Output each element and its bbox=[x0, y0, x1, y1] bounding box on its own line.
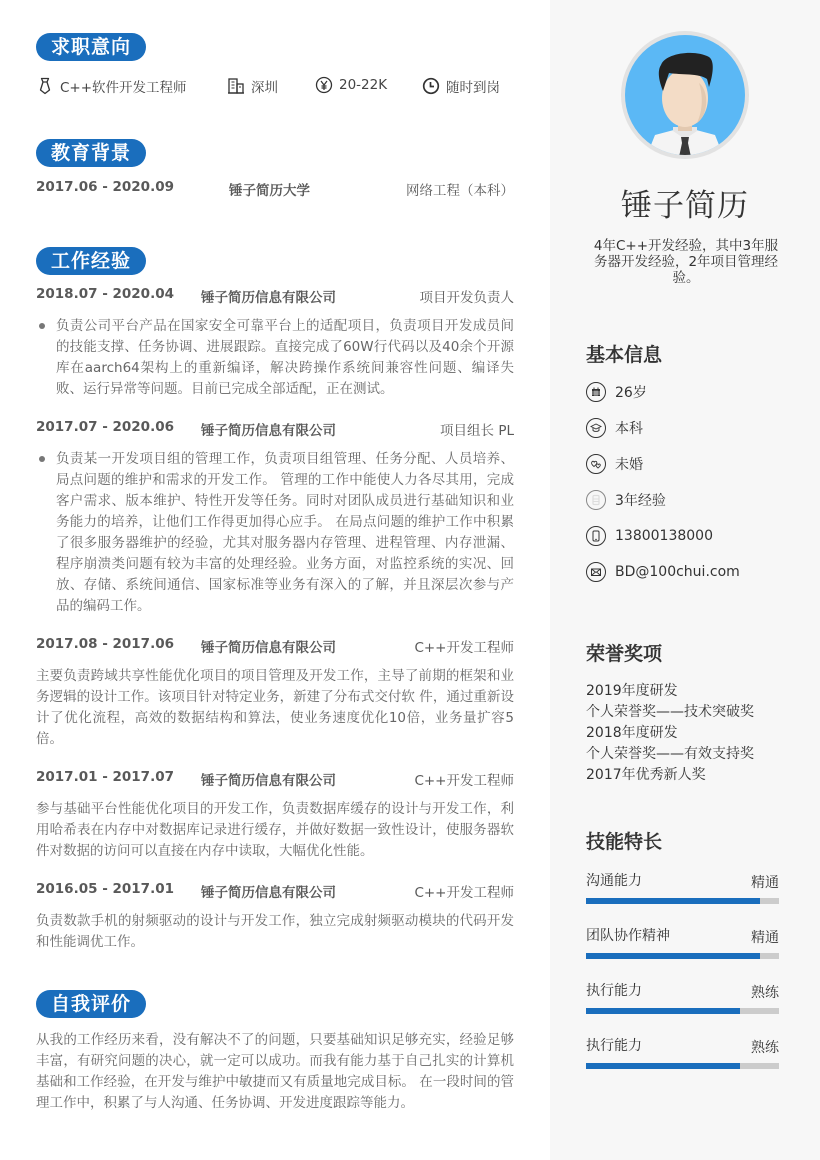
skill-bar bbox=[586, 898, 779, 904]
honor-item: 2019年度研发 bbox=[586, 683, 678, 699]
skill-level: 熟练 bbox=[751, 1040, 779, 1056]
intent-availability bbox=[422, 76, 500, 96]
profile-name: 锤子简历 bbox=[621, 188, 749, 224]
work-description: 参与基础平台性能优化项目的开发工作，负责数据库缓存的设计与开发工作，利用哈希表在内存中对数据库记录进行缓存，并做好数据一致性设计，使服务器软件对数据的访问可以直接在内存中读取，大幅优化性能。 bbox=[36, 801, 514, 859]
info-age-text: 26岁 bbox=[615, 385, 647, 401]
work-date: 2016.05 - 2017.01 bbox=[36, 881, 174, 897]
honor-item: 个人荣誉奖——技术突破奖 bbox=[586, 704, 754, 720]
section-title-basic-info: 基本信息 bbox=[586, 344, 663, 366]
work-role: C++开发工程师 bbox=[414, 640, 514, 656]
work-company: 锤子简历信息有限公司 bbox=[201, 423, 336, 439]
honors-list bbox=[586, 681, 796, 786]
info-phone bbox=[586, 525, 713, 547]
skill-name: 沟通能力 bbox=[586, 873, 642, 889]
skill-bar-fill bbox=[586, 1063, 740, 1069]
skill-bar bbox=[586, 1008, 779, 1014]
info-phone-text: 13800138000 bbox=[615, 528, 713, 544]
graduation-cap-icon bbox=[586, 418, 606, 438]
skill-name: 执行能力 bbox=[586, 1038, 642, 1054]
intent-city bbox=[227, 76, 278, 96]
work-date: 2017.07 - 2020.06 bbox=[36, 419, 174, 435]
work-entry-header bbox=[36, 881, 514, 901]
honor-item: 2017年优秀新人奖 bbox=[586, 767, 706, 783]
skill-item bbox=[586, 870, 779, 910]
work-description: 主要负责跨域共享性能优化项目的项目管理及开发工作，主导了前期的框架和业务逻辑的设计工作。该项目针对特定业务，新建了分布式交付软 件，通过重新设计了优化流程，高效的数据结构和算法，使业务速度优化10倍，业务量扩容5倍。 bbox=[36, 668, 514, 747]
section-title-honors: 荣誉奖项 bbox=[586, 643, 663, 665]
avatar bbox=[621, 31, 749, 159]
skill-bar-fill bbox=[586, 1008, 740, 1014]
hearts-icon bbox=[586, 454, 606, 474]
info-degree-text: 本科 bbox=[615, 421, 643, 437]
section-title-self-evaluation: 自我评价 bbox=[36, 990, 146, 1018]
skill-bar-fill bbox=[586, 898, 760, 904]
info-degree bbox=[586, 417, 643, 439]
education-school: 锤子简历大学 bbox=[229, 183, 310, 199]
calendar-icon bbox=[586, 382, 606, 402]
work-role: C++开发工程师 bbox=[414, 773, 514, 789]
work-company: 锤子简历信息有限公司 bbox=[201, 290, 336, 306]
work-date: 2017.01 - 2017.07 bbox=[36, 769, 174, 785]
work-company: 锤子简历信息有限公司 bbox=[201, 885, 336, 901]
sidebar bbox=[550, 0, 820, 1160]
job-intent-row bbox=[36, 76, 516, 96]
work-company: 锤子简历信息有限公司 bbox=[201, 640, 336, 656]
info-age bbox=[586, 381, 647, 403]
skill-level: 熟练 bbox=[751, 985, 779, 1001]
work-description: 负责某一开发项目组的管理工作，负责项目组管理、任务分配、人员培养、局点问题的维护和需求的开发工作。 管理的工作中能使人力各尽其用，完成客户需求、版本维护、特性开发等任务。同时对团队成员进行基础知识和业务能力的培养，让他们工作得更加得心应手。 在局点问题的维护工作中积累了很多服务器维护的经验，尤其对服务器内存管理、进程管理、内存泄漏、程序崩溃类问题有较为丰富的处理经验。业务方面，对监控系统的实况、回放、存储、系统间通信、国家标准等业务有深入的了解，并且深层次参与产品的编码工作。 bbox=[56, 451, 514, 614]
intent-salary bbox=[315, 76, 387, 94]
skill-item bbox=[586, 1035, 779, 1075]
skill-name: 执行能力 bbox=[586, 983, 642, 999]
intent-availability-text: 随时到岗 bbox=[446, 80, 500, 96]
education-row bbox=[36, 179, 514, 199]
avatar-illustration-icon bbox=[625, 35, 745, 155]
skill-level: 精通 bbox=[751, 875, 779, 891]
bullet-dot bbox=[39, 456, 45, 462]
info-experience bbox=[586, 489, 666, 511]
work-role: C++开发工程师 bbox=[414, 885, 514, 901]
mail-icon bbox=[586, 562, 606, 582]
info-email-text: BD@100chui.com bbox=[615, 564, 740, 580]
skill-name: 团队协作精神 bbox=[586, 928, 670, 944]
skill-bar bbox=[586, 1063, 779, 1069]
honor-item: 2018年度研发 bbox=[586, 725, 678, 741]
yen-icon bbox=[315, 76, 333, 94]
skill-bar bbox=[586, 953, 779, 959]
honor-item: 个人荣誉奖——有效支持奖 bbox=[586, 746, 754, 762]
work-entry-header bbox=[36, 286, 514, 306]
work-entry-header bbox=[36, 636, 514, 656]
skill-item bbox=[586, 925, 779, 965]
self-evaluation-text: 从我的工作经历来看，没有解决不了的问题，只要基础知识足够充实，经验足够丰富，有研究问题的决心，就一定可以成功。而我有能力基于自己扎实的计算机基础和工作经验，在开发与维护中敏捷而又有质量地完成目标。 在一段时间的管理工作中，积累了与人沟通、任务协调、开发进度跟踪等能力。 bbox=[36, 1032, 514, 1111]
info-marital bbox=[586, 453, 643, 475]
skill-bar-fill bbox=[586, 953, 760, 959]
phone-icon bbox=[586, 526, 606, 546]
building-icon bbox=[227, 77, 245, 95]
section-title-education: 教育背景 bbox=[36, 139, 146, 167]
work-entry-header bbox=[36, 769, 514, 789]
tie-icon bbox=[36, 77, 54, 95]
work-date: 2018.07 - 2020.04 bbox=[36, 286, 174, 302]
bullet-dot bbox=[39, 323, 45, 329]
skill-level: 精通 bbox=[751, 930, 779, 946]
work-role: 项目开发负责人 bbox=[419, 290, 514, 306]
work-description: 负责公司平台产品在国家安全可靠平台上的适配项目，负责项目开发成员间的技能支撑、任务协调、进展跟踪。直接完成了60W行代码以及40余个开源库在aarch64架构上的重新编译，解决跨操作系统间兼容性问题、编译失败、运行异常等问题。目前已完成全部适配，正在测试。 bbox=[56, 318, 514, 397]
skill-item bbox=[586, 980, 779, 1020]
info-marital-text: 未婚 bbox=[615, 457, 643, 473]
work-description: 负责数款手机的射频驱动的设计与开发工作，独立完成射频驱动模块的代码开发和性能调优工作。 bbox=[36, 913, 514, 950]
work-role: 项目组长 PL bbox=[440, 423, 514, 439]
section-title-work: 工作经验 bbox=[36, 247, 146, 275]
intent-salary-text: 20-22K bbox=[339, 77, 388, 93]
education-date: 2017.06 - 2020.09 bbox=[36, 179, 174, 195]
intent-position bbox=[36, 76, 187, 96]
education-major: 网络工程（本科） bbox=[406, 183, 514, 199]
info-email bbox=[586, 561, 740, 583]
briefcase-icon bbox=[586, 490, 606, 510]
info-experience-text: 3年经验 bbox=[615, 493, 666, 509]
work-date: 2017.08 - 2017.06 bbox=[36, 636, 174, 652]
work-company: 锤子简历信息有限公司 bbox=[201, 773, 336, 789]
work-entry-header bbox=[36, 419, 514, 439]
clock-icon bbox=[422, 77, 440, 95]
intent-city-text: 深圳 bbox=[251, 80, 278, 96]
profile-summary: 4年C++开发经验，其中3年服务器开发经验，2年项目管理经验。 bbox=[593, 238, 779, 286]
intent-position-text: C++软件开发工程师 bbox=[60, 80, 187, 96]
section-title-skills: 技能特长 bbox=[586, 831, 663, 853]
section-title-intent: 求职意向 bbox=[36, 33, 146, 61]
